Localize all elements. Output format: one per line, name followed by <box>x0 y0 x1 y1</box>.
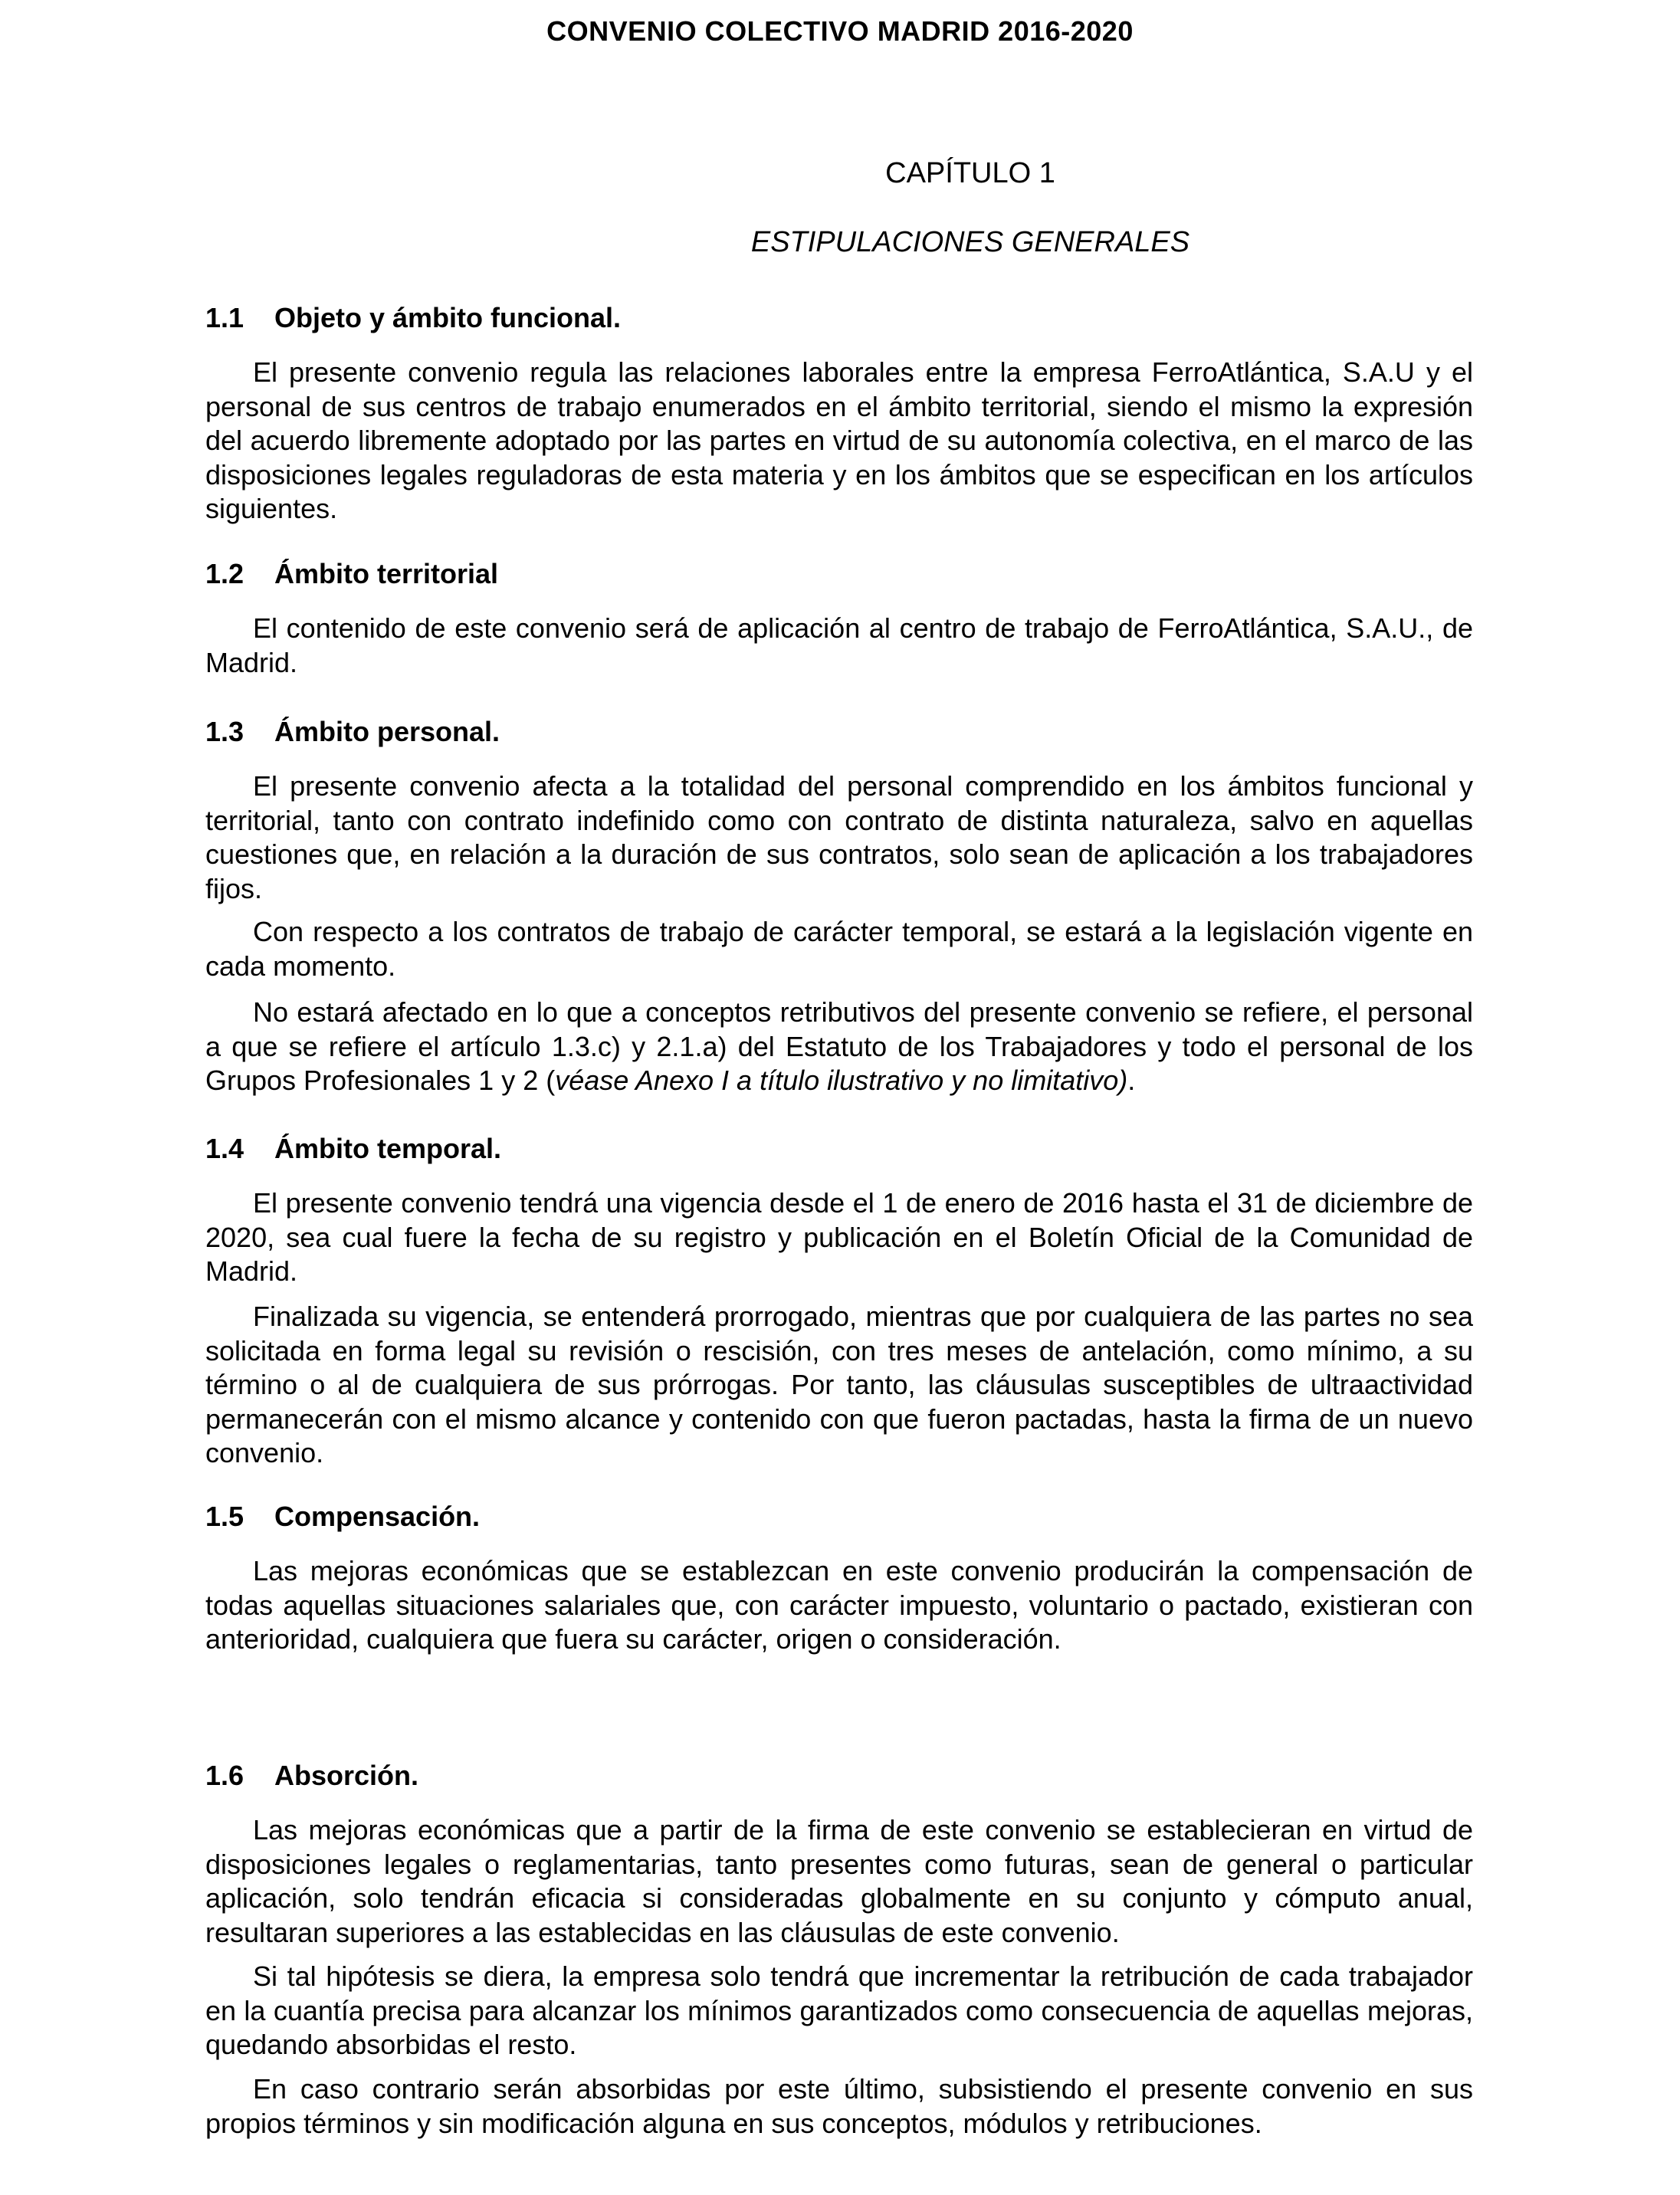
paragraph-1-4-b: Finalizada su vigencia, se entenderá prorrogado, mientras que por cualquiera de las partes no sea solicitada en forma legal su revisión o rescisión, con tres meses de antelación, como mínimo, a su término o al de cualquiera de sus prórrogas. Por tanto, las cláusulas susceptibles de ultraactividad permanecerán con el mismo alcance y contenido con que fueron pactadas, hasta la firma de un nuevo convenio. <box>205 1301 1473 1468</box>
paragraph-1-4-a: El presente convenio tendrá una vigencia desde el 1 de enero de 2016 hasta el 31 de diciembre de 2020, sea cual fuere la fecha de su registro y publicación en el Boletín Oficial de la Comunidad de Madrid. <box>205 1187 1473 1287</box>
chapter-subtitle: ESTIPULACIONES GENERALES <box>750 226 1190 258</box>
paragraph-1-5-a: Las mejoras económicas que se establezcan en este convenio producirán la compensación de todas aquellas situaciones salariales que, con carácter impuesto, voluntario o pactado, existieran con anterioridad, cualquiera que fuera su carácter, origen o consideración. <box>205 1555 1473 1655</box>
section-title: Ámbito personal. <box>274 716 500 747</box>
paragraph-1-3-c <box>205 996 1473 1098</box>
paragraph-1-3-b: Con respecto a los contratos de trabajo de carácter temporal, se estará a la legislación vigente en cada momento. <box>205 916 1473 982</box>
section-number: 1.3 <box>205 716 244 747</box>
section-number: 1.4 <box>205 1133 244 1164</box>
paragraph-text: No estará afectado en lo que a conceptos retributivos del presente convenio se refiere, el personal a que se refiere el artículo 1.3.c) y 2.1.a) del Estatuto de los Trabajadores y todo el personal de los Grupos Profesionales 1 y 2 ( <box>205 996 1473 1096</box>
section-title: Compensación. <box>274 1501 481 1532</box>
paragraph-1-3-a: El presente convenio afecta a la totalidad del personal comprendido en los ámbitos funcional y territorial, tanto con contrato indefinido como con contrato de distinta naturaleza, salvo en aquellas cuestiones que, en relación a la duración de sus contratos, solo sean de aplicación a los trabajadores fijos. <box>205 770 1473 904</box>
paragraph-1-6-a: Las mejoras económicas que a partir de la firma de este convenio se establecieran en virtud de disposiciones legales o reglamentarias, tanto presentes como futuras, sean de general o particular aplicación, solo tendrán eficacia si consideradas globalmente en su conjunto y cómputo anual, resultaran superiores a las establecidas en las cláusulas de este convenio. <box>205 1814 1473 1948</box>
document-header: CONVENIO COLECTIVO MADRID 2016-2020 <box>546 15 1134 47</box>
section-title: Ámbito territorial <box>274 558 499 589</box>
paragraph-1-6-c: En caso contrario serán absorbidas por este último, subsistiendo el presente convenio en sus propios términos y sin modificación alguna en sus conceptos, módulos y retribuciones. <box>205 2073 1473 2139</box>
section-number: 1.5 <box>205 1501 244 1532</box>
section-heading-1-3 <box>205 716 500 748</box>
paragraph-italic-text: véase Anexo I a título ilustrativo y no limitativo) <box>555 1065 1128 1096</box>
section-heading-1-6 <box>205 1760 418 1792</box>
section-number: 1.1 <box>205 302 244 333</box>
section-title: Objeto y ámbito funcional. <box>274 302 622 333</box>
section-heading-1-1 <box>205 302 621 334</box>
section-title: Ámbito temporal. <box>274 1133 502 1164</box>
section-title: Absorción. <box>274 1760 419 1791</box>
paragraph-text: . <box>1127 1065 1136 1096</box>
section-heading-1-2 <box>205 558 498 590</box>
section-number: 1.6 <box>205 1760 244 1791</box>
paragraph-1-1-a: El presente convenio regula las relaciones laborales entre la empresa FerroAtlántica, S.A.U y el personal de sus centros de trabajo enumerados en el ámbito territorial, siendo el mismo la expresión del acuerdo libremente adoptado por las partes en virtud de su autonomía colectiva, en el marco de las disposiciones legales reguladoras de esta materia y en los ámbitos que se especifican en los artículos siguientes. <box>205 356 1473 524</box>
section-heading-1-4 <box>205 1133 501 1165</box>
section-heading-1-5 <box>205 1501 480 1533</box>
paragraph-1-2-a: El contenido de este convenio será de aplicación al centro de trabajo de FerroAtlántica, S.A.U., de Madrid. <box>205 612 1473 678</box>
chapter-title: CAPÍTULO 1 <box>885 157 1055 189</box>
paragraph-1-6-b: Si tal hipótesis se diera, la empresa solo tendrá que incrementar la retribución de cada trabajador en la cuantía precisa para alcanzar los mínimos garantizados como consecuencia de aquellas mejoras, quedando absorbidas el resto. <box>205 1960 1473 2060</box>
section-number: 1.2 <box>205 558 244 589</box>
